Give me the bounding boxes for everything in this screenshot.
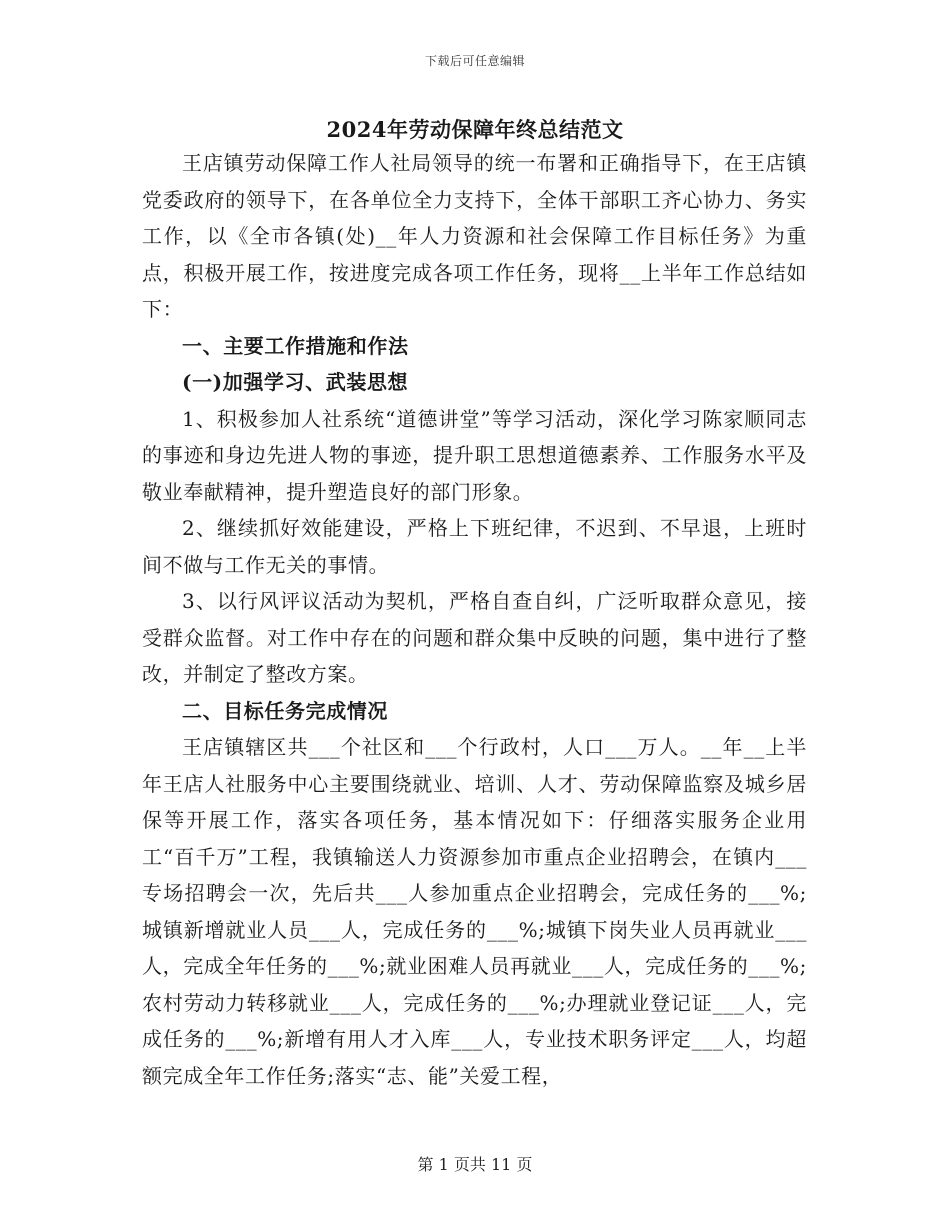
paragraph-item-2: 2、继续抓好效能建设，严格上下班纪律，不迟到、不早退，上班时间不做与工作无关的事情。	[142, 516, 807, 577]
document-title: 2024年劳动保障年终总结范文	[326, 117, 624, 142]
page-header: 下载后可任意编辑	[424, 54, 525, 68]
paragraph-item-1: 1、积极参加人社系统“道德讲堂”等学习活动，深化学习陈家顺同志的事迹和身边先进人物的事迹，提升职工思想道德素养、工作服务水平及敬业奉献精神，提升塑造良好的部门形象。	[142, 406, 807, 504]
document-body	[142, 145, 807, 1094]
section-heading-2: 二、目标任务完成情况	[182, 698, 388, 723]
section-heading-1: 一、主要工作措施和作法	[182, 333, 409, 358]
paragraph-item-3: 3、以行风评议活动为契机，严格自查自纠，广泛听取群众意见，接受群众监督。对工作中存在的问题和群众集中反映的问题，集中进行了整改，并制定了整改方案。	[142, 589, 807, 686]
page-footer: 第 1 页共 11 页	[417, 1155, 533, 1174]
intro-paragraph: 王店镇劳动保障工作人社局领导的统一布署和正确指导下，在王店镇党委政府的领导下，在各单位全力支持下，全体干部职工齐心协力、务实工作，以《全市各镇(处)__年人力资源和社会保障工作目标任务》为重点，积极开展工作，按进度完成各项工作任务，现将__上半年工作总结如下：	[142, 151, 807, 321]
paragraph-tasks: 王店镇辖区共___个社区和___个行政村，人口___万人。__年__上半年王店人社服务中心主要围绕就业、培训、人才、劳动保障监察及城乡居保等开展工作，落实各项任务，基本情况如下：仔细落实服务企业用工“百千万”工程，我镇输送人力资源参加市重点企业招聘会，在镇内___专场招聘会一次，先后共___人参加重点企业招聘会，完成任务的___%;城镇新增就业人员___人，完成任务的___%;城镇下岗失业人员再就业___人，完成全年任务的___%;就业困难人员再就业___人，完成任务的___%;农村劳动力转移就业___人，完成任务的___%;办理就业登记证___人，完成任务的___%;新增有用人才入库___人，专业技术职务评定___人，均超额完成全年工作任务;落实“志、能”关爱工程，	[142, 735, 807, 1088]
subsection-heading-1: (一)加强学习、武装思想	[182, 370, 409, 394]
